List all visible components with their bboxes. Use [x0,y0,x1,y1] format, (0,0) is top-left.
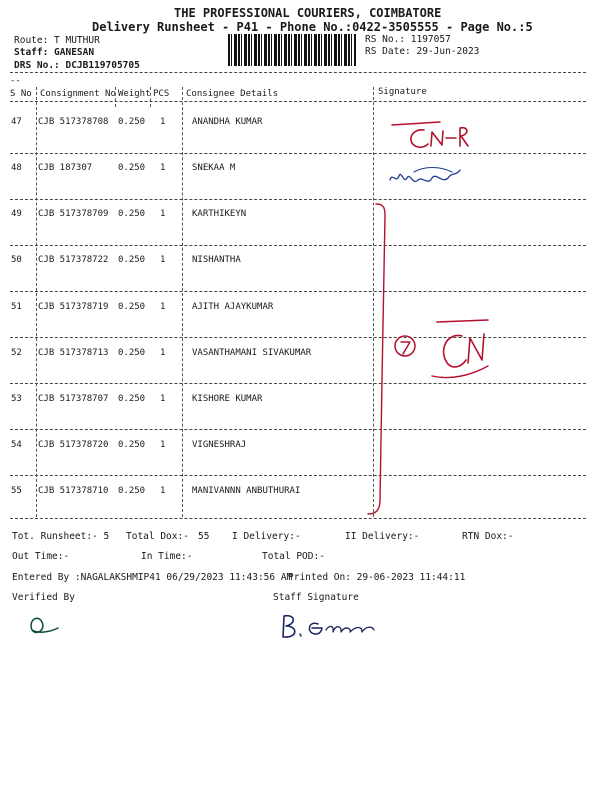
col-signature: Signature [378,87,427,97]
handwritten-cn-r [392,122,468,147]
row-pcs: 1 [160,394,166,404]
col-consignee: Consignee Details [186,89,279,99]
row-weight: 0.250 [118,440,146,450]
row-weight: 0.250 [118,348,146,358]
row-consignee: KARTHIKEYN [192,209,247,219]
row-pcs: 1 [160,486,166,496]
company-name: THE PROFESSIONAL COURIERS, COIMBATORE [174,6,442,20]
total-dox-label: Total Dox:- [126,531,189,542]
total-dox-value: 55 [198,531,210,542]
entered-by: Entered By :NAGALAKSHMIP41 06/29/2023 11:43:56 AM [12,572,293,583]
tot-runsheet: Tot. Runsheet:- 5 [12,531,110,542]
printed-on: Printed On: 29-06-2023 11:44:11 [288,572,466,583]
staff-label: Staff: GANESAN [14,47,95,58]
out-time: Out Time:- [12,551,70,562]
row-pcs: 1 [160,209,166,219]
col-pcs: PCS [153,89,170,99]
row-pcs: 1 [160,302,166,312]
row-weight: 0.250 [118,209,146,219]
row-pcs: 1 [160,348,166,358]
row-weight: 0.250 [118,302,146,312]
row-weight: 0.250 [118,255,146,265]
row-consignment: CJB 517378707 [38,394,109,404]
row-weight: 0.250 [118,117,146,127]
header-marker: -- [10,76,21,86]
row-consignee: MANIVANNN ANBUTHURAI [192,486,301,496]
staff-signature [283,616,374,637]
col-weight: Weight [118,89,151,99]
row-sno: 53 [11,394,22,404]
ii-delivery: II Delivery:- [345,531,420,542]
row-weight: 0.250 [118,163,146,173]
runsheet-subtitle: Delivery Runsheet - P41 - Phone No.:0422-3505555 - Page No.:5 [92,20,533,34]
row-consignment: CJB 517378713 [38,348,109,358]
row-consignee: VASANTHAMANI SIVAKUMAR [192,348,312,358]
row-pcs: 1 [160,117,166,127]
row-consignee: AJITH AJAYKUMAR [192,302,274,312]
row-sno: 49 [11,209,22,219]
row-pcs: 1 [160,440,166,450]
drs-number: DRS No.: DCJB119705705 [14,60,140,71]
in-time: In Time:- [141,551,193,562]
row-sno: 51 [11,302,22,312]
staff-signature-label: Staff Signature [273,592,359,603]
row-consignee: ANANDHA KUMAR [192,117,263,127]
row-sno: 54 [11,440,22,450]
row-consignment: CJB 517378709 [38,209,109,219]
i-delivery: I Delivery:- [232,531,301,542]
col-sno: S No [10,89,32,99]
col-consignment: Consignment No [40,89,116,99]
row-consignment: CJB 517378708 [38,117,109,127]
rtn-dox: RTN Dox:- [462,531,514,542]
total-pod: Total POD:- [262,551,325,562]
handwritten-circled-7 [395,336,415,356]
row-sno: 48 [11,163,22,173]
row-consignee: KISHORE KUMAR [192,394,263,404]
route-label: Route: T MUTHUR [14,35,100,46]
handwritten-cn [432,320,488,378]
row-consignment: CJB 517378719 [38,302,109,312]
handwritten-signature-48 [390,168,460,182]
row-consignee: NISHANTHA [192,255,241,265]
row-consignee: SNEKAA M [192,163,236,173]
rs-date: RS Date: 29-Jun-2023 [365,46,480,57]
bracket-mark [368,204,385,514]
verified-signature [31,618,58,632]
row-consignee: VIGNESHRAJ [192,440,247,450]
row-sno: 55 [11,486,22,496]
verified-by: Verified By [12,592,75,603]
row-sno: 47 [11,117,22,127]
rs-number: RS No.: 1197057 [365,34,451,45]
row-sno: 52 [11,348,22,358]
row-consignment: CJB 517378710 [38,486,109,496]
row-consignment: CJB 517378722 [38,255,109,265]
row-pcs: 1 [160,255,166,265]
row-consignment: CJB 517378720 [38,440,109,450]
row-pcs: 1 [160,163,166,173]
row-consignment: CJB 187307 [38,163,93,173]
row-sno: 50 [11,255,22,265]
row-weight: 0.250 [118,394,146,404]
row-weight: 0.250 [118,486,146,496]
